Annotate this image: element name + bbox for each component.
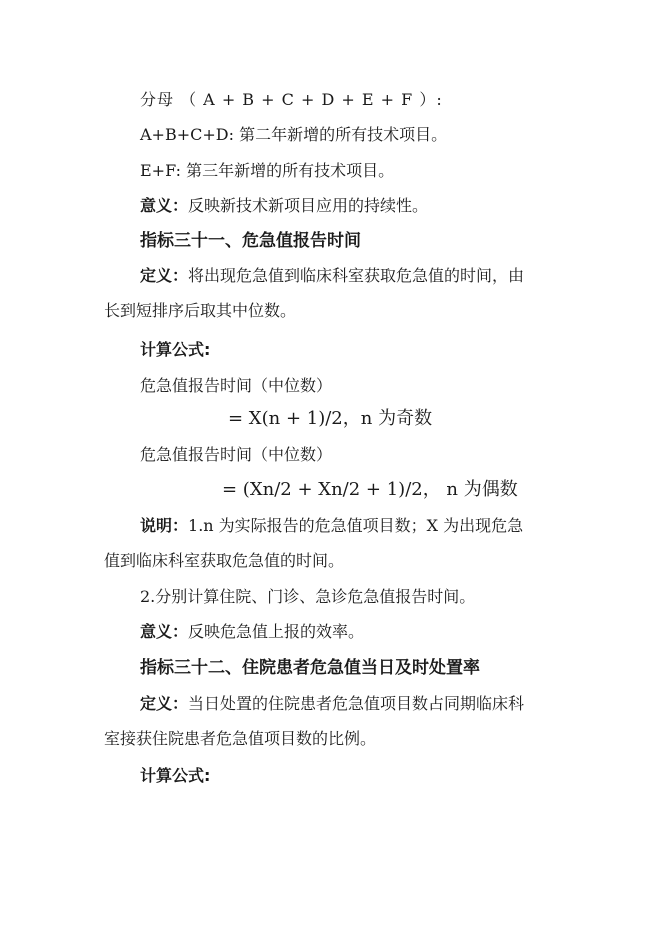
abcd-line: [140, 125, 447, 145]
definition-32-label: 定义：: [140, 694, 189, 713]
definition-31-text1: 将出现危急值到临床科室获取危急值的时间，由: [188, 266, 525, 285]
ef-line: [140, 161, 394, 181]
definition-32-line1: [140, 694, 524, 714]
heading-indicator-31: 指标三十一、危急值报告时间: [140, 231, 361, 251]
formula-31-name1: 危急值报告时间（中位数）: [140, 376, 333, 395]
heading-indicator-32: 指标三十二、住院患者危急值当日及时处置率: [140, 658, 480, 678]
definition-31-label: 定义：: [140, 266, 189, 285]
meaning-30-text: 反映新技术新项目应用的持续性。: [188, 196, 429, 215]
meaning-31-label: 意义：: [140, 622, 189, 641]
formula-31-expr2: = (Xn/2 + Xn/2 + 1)/2， n 为偶数: [222, 479, 518, 500]
formula-32-label: 计算公式:: [140, 766, 211, 785]
abcd-term: A+B+C+D:: [140, 125, 234, 144]
definition-32-line2: 室接获住院患者危急值项目数的比例。: [104, 729, 377, 748]
meaning-30-label: 意义：: [140, 196, 189, 215]
note-31-text1: 1.n 为实际报告的危急值项目数；X 为出现危急: [188, 516, 524, 535]
ef-term: E+F:: [140, 161, 182, 180]
ef-text: 第三年新增的所有技术项目。: [186, 161, 395, 180]
note-31-line2: 值到临床科室获取危急值的时间。: [104, 551, 345, 570]
abcd-text: 第二年新增的所有技术项目。: [239, 125, 448, 144]
denominator-line: 分母 （ A + B + C + D + E + F ）:: [140, 90, 443, 109]
definition-31-line2: 长到短排序后取其中位数。: [104, 301, 297, 320]
meaning-30: [140, 196, 428, 216]
definition-32-text1: 当日处置的住院患者危急值项目数占同期临床科: [188, 694, 525, 713]
meaning-31-text: 反映危急值上报的效率。: [188, 622, 365, 641]
note-31-line3: 2.分别计算住院、门诊、急诊危急值报告时间。: [140, 587, 476, 606]
formula-31-expr1: = X(n + 1)/2，n 为奇数: [228, 408, 433, 429]
definition-31-line1: [140, 266, 524, 286]
note-31-line1: [140, 516, 523, 536]
note-31-label: 说明：: [140, 516, 189, 535]
meaning-31: [140, 622, 364, 642]
formula-31-label: 计算公式:: [140, 340, 211, 359]
formula-31-name2: 危急值报告时间（中位数）: [140, 445, 333, 464]
